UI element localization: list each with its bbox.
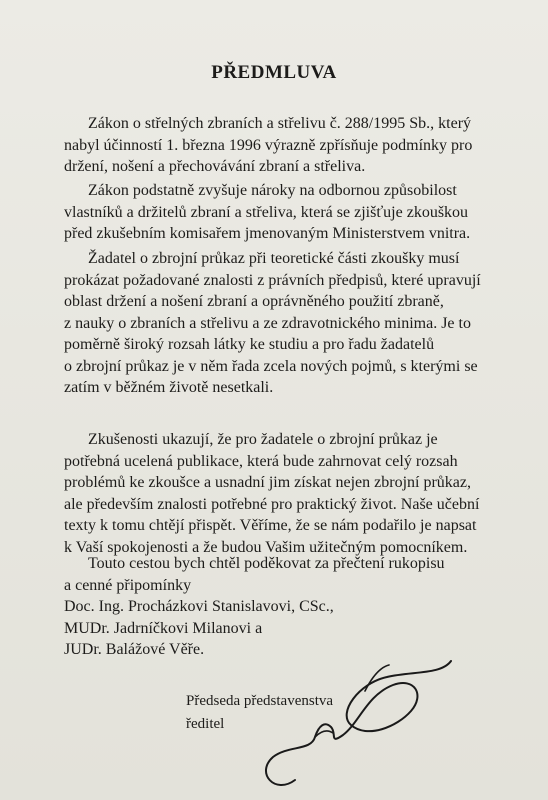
text-line: před zkušebním komisařem jmenovaným Ministerstvem vnitra. (64, 225, 471, 242)
text-line: nabyl účinností 1. března 1996 výrazně zpřísňuje podmínky pro (64, 136, 473, 154)
text-line: zatím v běžném životě nesetkali. (64, 379, 274, 396)
text-line: problémů ke zkoušce a usnadní jim získat nejen zbrojní průkaz, (64, 474, 471, 491)
paragraph-3 (64, 248, 526, 399)
text-line: Zákon podstatně zvyšuje nároky na odbornou způsobilost (88, 182, 457, 199)
text-line: Zkušenosti ukazují, že pro žadatele o zbrojní průkaz je (88, 431, 438, 448)
signatory-title: Předseda představenstva (186, 693, 334, 709)
text-line: ale především znalosti potřebné pro praktický život. Naše učební (64, 495, 480, 513)
text-line: Touto cestou bych chtěl poděkovat za přečtení rukopisu (88, 555, 445, 572)
text-line: oblast držení a nošení zbraní a oprávněného použití zbraně, (64, 293, 444, 310)
paragraph-1 (64, 113, 524, 178)
text-line: vlastníků a držitelů zbraní a střeliva, která se zjišťuje zkouškou (64, 203, 469, 221)
text-line: JUDr. Balážové Věře. (64, 641, 205, 658)
text-line: texty k tomu chtějí přispět. Věříme, že se nám podařilo je napsat (64, 517, 477, 534)
text-line: Doc. Ing. Procházkovi Stanislavovi, CSc., (64, 598, 334, 615)
text-line: z nauky o zbraních a střelivu a ze zdravotnického minima. Je to (64, 314, 471, 332)
text-line: Zákon o střelných zbraních a střelivu č. 288/1995 Sb., který (88, 115, 472, 132)
text-line: Žadatel o zbrojní průkaz při teoretické části zkoušky musí (88, 250, 460, 267)
text-line: prokázat požadované znalosti z právních předpisů, které upravují (64, 271, 481, 289)
text-line: potřebná ucelená publikace, která bude zahrnovat celý rozsah (64, 452, 458, 470)
handwritten-signature (255, 655, 455, 795)
paragraph-5 (64, 553, 524, 661)
paragraph-2 (64, 180, 526, 245)
document-title: PŘEDMLUVA (211, 62, 337, 83)
text-line: poměrně široký rozsah látky ke studiu a pro řadu žadatelů (64, 336, 435, 353)
signatory-role: ředitel (186, 716, 225, 732)
text-line: k Vaší spokojenosti a že budou Vašim užitečným pomocníkem. (64, 538, 468, 556)
text-line: a cenné připomínky (64, 576, 192, 594)
paragraph-4 (64, 429, 526, 558)
text-line: o zbrojní průkaz je v něm řada zcela nových pojmů, s kterými se (64, 357, 478, 375)
text-line: MUDr. Jadrníčkovi Milanovi a (64, 619, 263, 637)
text-line: držení, nošení a přechovávání zbraní a střeliva. (64, 158, 366, 175)
